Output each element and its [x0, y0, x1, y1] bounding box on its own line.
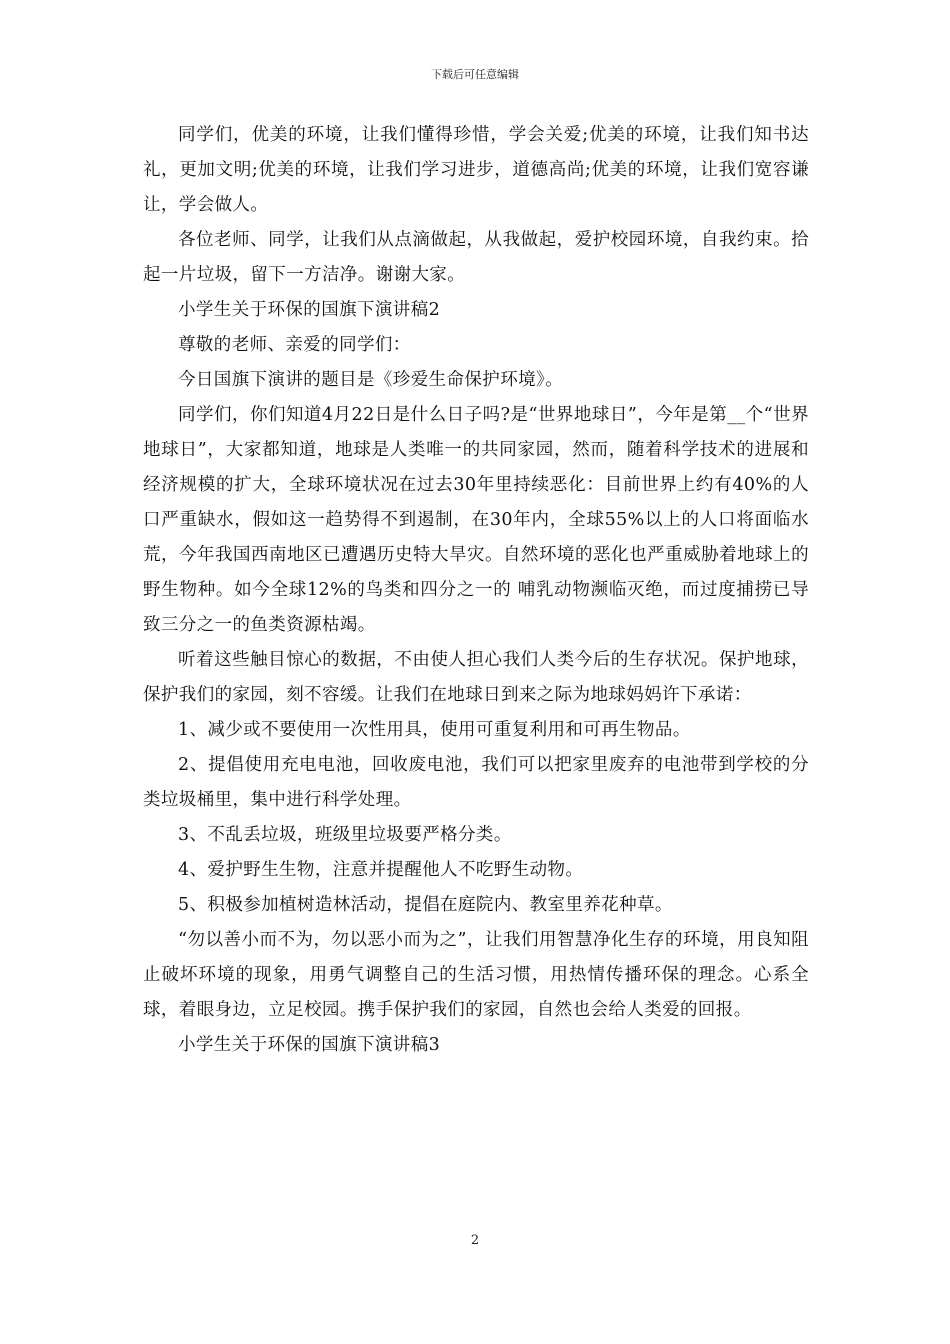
document-body [143, 118, 809, 1063]
section-heading-3: 小学生关于环保的国旗下演讲稿3 [178, 1035, 441, 1055]
page-number: 2 [470, 1233, 480, 1248]
paragraph-earth-day: 同学们，你们知道4月22日是什么日子吗?是“世界地球日”，今年是第__个“世界地球日”，大家都知道，地球是人类唯一的共同家园，然而，随着科学技术的进展和经济规模的扩大，全球环境状况在过去30年里持续恶化：目前世界上约有40%的人口严重缺水，假如这一趋势得不到遏制，在30年内，全球55%以上的人口将面临水荒，今年我国西南地区已遭遇历史特大旱灾。自然环境的恶化也严重威胁着地球上的野生物种。如今全球12%的鸟类和四分之一的 哺乳动物濒临灭绝，而过度捕捞已导致三分之一的鱼类资源枯竭。 [143, 405, 809, 635]
paragraph-2: 各位老师、同学，让我们从点滴做起，从我做起，爱护校园环境，自我约束。拾起一片垃圾，留下一方洁净。谢谢大家。 [143, 230, 809, 285]
list-item-3: 3、不乱丢垃圾，班级里垃圾要严格分类。 [178, 825, 512, 845]
paragraph-closing: “勿以善小而不为，勿以恶小而为之”，让我们用智慧净化生存的环境，用良知阻止破坏环境的现象，用勇气调整自己的生活习惯，用热情传播环保的理念。心系全球，着眼身边，立足校园。携手保护我们的家园，自然也会给人类爱的回报。 [143, 930, 809, 1020]
list-item-1: 1、减少或不要使用一次性用具，使用可重复利用和可再生物品。 [178, 720, 691, 740]
paragraph-1: 同学们，优美的环境，让我们懂得珍惜，学会关爱;优美的环境，让我们知书达礼，更加文明;优美的环境，让我们学习进步，道德高尚;优美的环境，让我们宽容谦让，学会做人。 [143, 125, 809, 215]
paragraph-promise: 听着这些触目惊心的数据，不由使人担心我们人类今后的生存状况。保护地球，保护我们的家园，刻不容缓。让我们在地球日到来之际为地球妈妈许下承诺： [143, 650, 809, 705]
list-item-2: 2、提倡使用充电电池，回收废电池，我们可以把家里废弃的电池带到学校的分类垃圾桶里，集中进行科学处理。 [143, 755, 809, 810]
salutation: 尊敬的老师、亲爱的同学们： [178, 335, 411, 355]
list-item-5: 5、积极参加植树造林活动，提倡在庭院内、教室里养花种草。 [178, 895, 673, 915]
speech-topic: 今日国旗下演讲的题目是《珍爱生命保护环境》。 [178, 370, 564, 390]
list-item-4: 4、爱护野生生物，注意并提醒他人不吃野生动物。 [178, 860, 584, 880]
page-header: 下载后可任意编辑 [431, 68, 519, 81]
section-heading-2: 小学生关于环保的国旗下演讲稿2 [178, 300, 441, 320]
